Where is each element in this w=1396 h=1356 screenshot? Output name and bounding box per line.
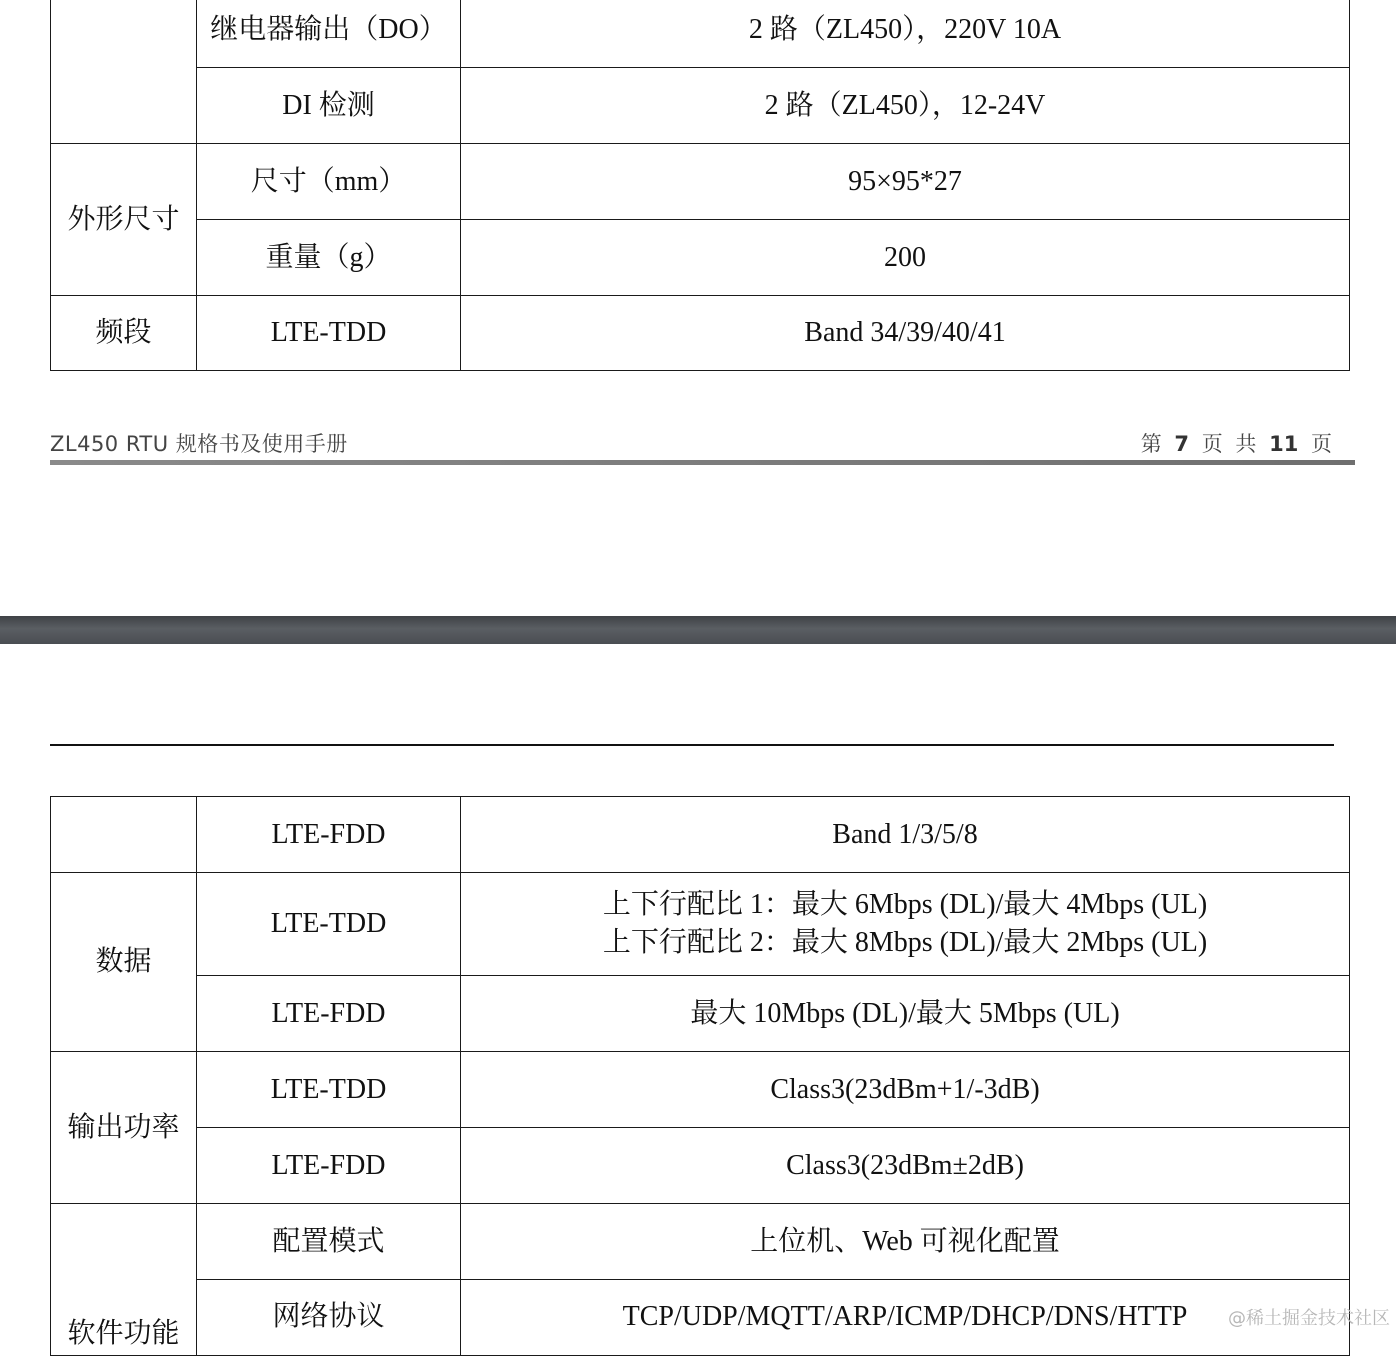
table-row [51, 144, 1350, 220]
table-row [51, 220, 1350, 296]
power-fdd-value: Class3(23dBm±2dB) [461, 1128, 1350, 1204]
band-group-label: 频段 [51, 296, 197, 371]
page-suffix: 页 [1311, 432, 1332, 456]
page-number: 7 [1174, 432, 1190, 456]
group-cell-empty [51, 797, 197, 873]
watermark: @稀土掘金技术社区 [1228, 1308, 1390, 1329]
config-mode-label: 配置模式 [197, 1204, 461, 1280]
di-detect-value: 2 路（ZL450），12-24V [461, 68, 1350, 144]
table-row [51, 296, 1350, 371]
group-cell-empty [51, 0, 197, 144]
data-tdd-value [461, 873, 1350, 976]
band-tdd-label: LTE-TDD [197, 296, 461, 371]
relay-output-label: 继电器输出（DO） [197, 0, 461, 68]
data-tdd-line-2: 上下行配比 2：最大 8Mbps (DL)/最大 2Mbps (UL) [602, 927, 1208, 958]
table-row [51, 873, 1350, 976]
relay-output-value: 2 路（ZL450），220V 10A [461, 0, 1350, 68]
band-tdd-value: Band 34/39/40/41 [461, 296, 1350, 371]
size-value: 95×95*27 [461, 144, 1350, 220]
table-row [51, 1052, 1350, 1128]
data-group-label: 数据 [51, 873, 197, 1052]
size-label: 尺寸（mm） [197, 144, 461, 220]
band-fdd-value: Band 1/3/5/8 [461, 797, 1350, 873]
power-tdd-label: LTE-TDD [197, 1052, 461, 1128]
page-prefix: 第 [1140, 432, 1162, 456]
footer-doc-title: ZL450 RTU 规格书及使用手册 [50, 432, 348, 456]
power-tdd-value: Class3(23dBm+1/-3dB) [461, 1052, 1350, 1128]
weight-value: 200 [461, 220, 1350, 296]
di-detect-label: DI 检测 [197, 68, 461, 144]
footer-rule [50, 460, 1355, 465]
page-8 [0, 644, 1396, 1349]
data-tdd-line-1: 上下行配比 1：最大 6Mbps (DL)/最大 4Mbps (UL) [602, 889, 1208, 920]
table-row [51, 1280, 1350, 1356]
page-separator [0, 616, 1396, 644]
network-protocol-label: 网络协议 [197, 1280, 461, 1356]
data-tdd-label: LTE-TDD [197, 873, 461, 976]
table-row [51, 0, 1350, 68]
table-row [51, 1128, 1350, 1204]
power-group-label: 输出功率 [51, 1052, 197, 1204]
table-row [51, 797, 1350, 873]
table-row [51, 1204, 1350, 1280]
footer-page-indicator [1141, 428, 1332, 458]
table-row [51, 68, 1350, 144]
page-total: 11 [1269, 432, 1299, 456]
data-fdd-label: LTE-FDD [197, 976, 461, 1052]
weight-label: 重量（g） [197, 220, 461, 296]
band-fdd-label: LTE-FDD [197, 797, 461, 873]
table-row [51, 976, 1350, 1052]
page-7 [0, 0, 1396, 616]
spec-table-page-7 [50, 0, 1350, 371]
data-fdd-value: 最大 10Mbps (DL)/最大 5Mbps (UL) [461, 976, 1350, 1052]
dimensions-group-label: 外形尺寸 [51, 144, 197, 296]
network-protocol-value: TCP/UDP/MQTT/ARP/ICMP/DHCP/DNS/HTTP [461, 1280, 1350, 1356]
header-rule [50, 744, 1334, 746]
config-mode-value: 上位机、Web 可视化配置 [461, 1204, 1350, 1280]
page-mid: 页 共 [1201, 432, 1257, 456]
spec-table-page-8 [50, 796, 1350, 1356]
software-group-label: 软件功能 [51, 1204, 197, 1356]
power-fdd-label: LTE-FDD [197, 1128, 461, 1204]
